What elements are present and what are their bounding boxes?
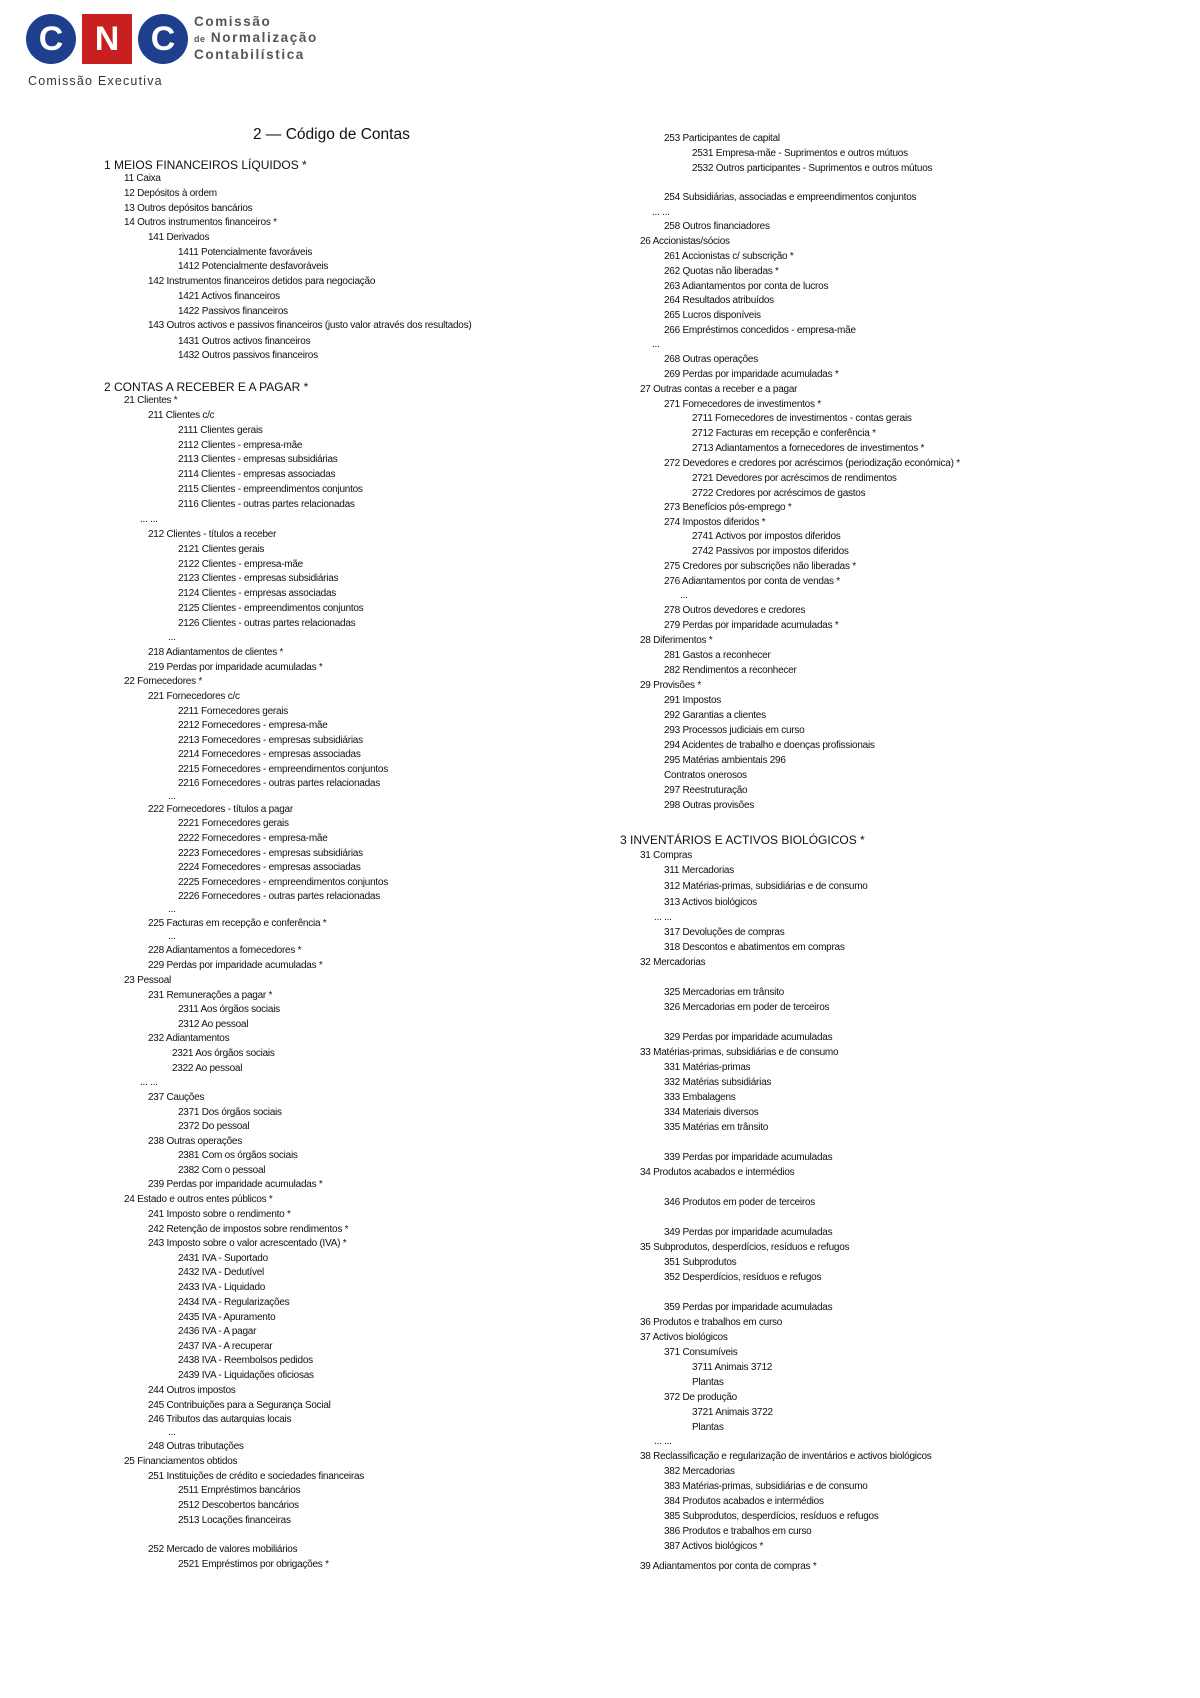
- account-line: 1411 Potencialmente favoráveis: [178, 247, 313, 258]
- account-line: 2437 IVA - A recuperar: [178, 1341, 273, 1352]
- account-line: 31 Compras: [640, 850, 692, 861]
- account-line: 2372 Do pessoal: [178, 1121, 250, 1132]
- account-line: 237 Cauções: [148, 1092, 205, 1103]
- account-line: 2322 Ao pessoal: [172, 1063, 243, 1074]
- account-line: 359 Perdas por imparidade acumuladas: [664, 1302, 833, 1313]
- org-line1: Comissão: [194, 14, 272, 29]
- account-line: 2113 Clientes - empresas subsidiárias: [178, 454, 338, 465]
- account-line: 2223 Fornecedores - empresas subsidiárias: [178, 848, 363, 859]
- account-line: 2431 IVA - Suportado: [178, 1253, 268, 1264]
- account-line: 238 Outras operações: [148, 1136, 242, 1147]
- account-line: 386 Produtos e trabalhos em curso: [664, 1526, 812, 1537]
- account-line: ...: [168, 931, 176, 942]
- account-line: 271 Fornecedores de investimentos *: [664, 399, 821, 410]
- account-line: 2226 Fornecedores - outras partes relacionadas: [178, 891, 380, 902]
- account-line: 252 Mercado de valores mobiliários: [148, 1544, 298, 1555]
- account-line: 11 Caixa: [124, 173, 161, 184]
- account-line: 383 Matérias-primas, subsidiárias e de consumo: [664, 1481, 868, 1492]
- account-line: 318 Descontos e abatimentos em compras: [664, 942, 845, 953]
- account-line: 382 Mercadorias: [664, 1466, 735, 1477]
- org-line3: Contabilística: [194, 47, 305, 62]
- account-line: 39 Adiantamentos por conta de compras *: [640, 1561, 817, 1572]
- account-line: 263 Adiantamentos por conta de lucros: [664, 281, 829, 292]
- account-line: 2713 Adiantamentos a fornecedores de investimentos *: [692, 443, 925, 454]
- account-line: 222 Fornecedores - títulos a pagar: [148, 804, 293, 815]
- section-heading: 1 MEIOS FINANCEIROS LÍQUIDOS *: [104, 158, 307, 172]
- account-line: 229 Perdas por imparidade acumuladas *: [148, 960, 323, 971]
- account-line: 2122 Clientes - empresa-mãe: [178, 559, 303, 570]
- org-name: [194, 14, 318, 63]
- account-line: 2214 Fornecedores - empresas associadas: [178, 749, 361, 760]
- account-line: 298 Outras provisões: [664, 800, 755, 811]
- account-line: 225 Facturas em recepção e conferência *: [148, 918, 327, 929]
- account-line: ... ...: [140, 514, 158, 525]
- org-line2: [194, 30, 318, 47]
- account-line: 2742 Passivos por impostos diferidos: [692, 546, 849, 557]
- account-line: 279 Perdas por imparidade acumuladas *: [664, 620, 839, 631]
- account-line: 239 Perdas por imparidade acumuladas *: [148, 1179, 323, 1190]
- account-line: 38 Reclassificação e regularização de inventários e activos biológicos: [640, 1451, 932, 1462]
- account-line: 25 Financiamentos obtidos: [124, 1456, 238, 1467]
- account-line: 2439 IVA - Liquidações oficiosas: [178, 1370, 314, 1381]
- account-line: 21 Clientes *: [124, 395, 178, 406]
- account-line: 313 Activos biológicos: [664, 897, 757, 908]
- account-line: 221 Fornecedores c/c: [148, 691, 240, 702]
- account-line: 32 Mercadorias: [640, 957, 706, 968]
- account-line: 329 Perdas por imparidade acumuladas: [664, 1032, 833, 1043]
- account-line: 266 Empréstimos concedidos - empresa-mãe: [664, 325, 856, 336]
- account-line: 272 Devedores e credores por acréscimos (periodização económica) *: [664, 458, 960, 469]
- account-line: 2712 Facturas em recepção e conferência *: [692, 428, 876, 439]
- account-line: 2111 Clientes gerais: [178, 425, 263, 436]
- account-line: 385 Subprodutos, desperdícios, resíduos e refugos: [664, 1511, 879, 1522]
- account-line: ... ...: [654, 912, 672, 923]
- account-line: 2121 Clientes gerais: [178, 544, 265, 555]
- account-line: 3721 Animais 3722: [692, 1407, 773, 1418]
- account-line: 28 Diferimentos *: [640, 635, 713, 646]
- account-line: 297 Reestruturação: [664, 785, 748, 796]
- account-line: 264 Resultados atribuídos: [664, 295, 774, 306]
- account-line: ...: [168, 904, 176, 915]
- account-line: 2513 Locações financeiras: [178, 1515, 291, 1526]
- account-line: 274 Impostos diferidos *: [664, 517, 766, 528]
- account-line: 331 Matérias-primas: [664, 1062, 751, 1073]
- account-line: 3711 Animais 3712: [692, 1362, 773, 1373]
- account-line: 261 Accionistas c/ subscrição *: [664, 251, 794, 262]
- account-line: 2311 Aos órgãos sociais: [178, 1004, 280, 1015]
- account-line: 1431 Outros activos financeiros: [178, 336, 311, 347]
- account-line: 372 De produção: [664, 1392, 737, 1403]
- org-line2-prefix: de: [194, 34, 206, 44]
- account-line: 24 Estado e outros entes públicos *: [124, 1194, 273, 1205]
- account-line: 2511 Empréstimos bancários: [178, 1485, 301, 1496]
- account-line: 294 Acidentes de trabalho e doenças profissionais: [664, 740, 875, 751]
- account-line: ...: [168, 632, 176, 643]
- account-line: 2215 Fornecedores - empreendimentos conjuntos: [178, 764, 388, 775]
- account-line: 258 Outros financiadores: [664, 221, 770, 232]
- account-line: 2221 Fornecedores gerais: [178, 818, 289, 829]
- account-line: 281 Gastos a reconhecer: [664, 650, 771, 661]
- account-line: 1422 Passivos financeiros: [178, 306, 288, 317]
- org-subtitle: Comissão Executiva: [28, 74, 163, 88]
- account-line: 254 Subsidiárias, associadas e empreendimentos conjuntos: [664, 192, 917, 203]
- account-line: 141 Derivados: [148, 232, 210, 243]
- account-line: 352 Desperdícios, resíduos e refugos: [664, 1272, 822, 1283]
- account-line: 2114 Clientes - empresas associadas: [178, 469, 336, 480]
- account-line: Plantas: [692, 1422, 724, 1433]
- account-line: 2224 Fornecedores - empresas associadas: [178, 862, 361, 873]
- account-line: 2721 Devedores por acréscimos de rendimentos: [692, 473, 897, 484]
- account-line: 325 Mercadorias em trânsito: [664, 987, 784, 998]
- account-line: 2225 Fornecedores - empreendimentos conjuntos: [178, 877, 388, 888]
- account-line: 2382 Com o pessoal: [178, 1165, 266, 1176]
- account-line: 2212 Fornecedores - empresa-mãe: [178, 720, 328, 731]
- account-line: 2211 Fornecedores gerais: [178, 706, 288, 717]
- account-line: 2124 Clientes - empresas associadas: [178, 588, 337, 599]
- account-line: 293 Processos judiciais em curso: [664, 725, 805, 736]
- account-line: 33 Matérias-primas, subsidiárias e de consumo: [640, 1047, 839, 1058]
- account-line: 2321 Aos órgãos sociais: [172, 1048, 275, 1059]
- account-line: 218 Adiantamentos de clientes *: [148, 647, 284, 658]
- account-line: 333 Embalagens: [664, 1092, 736, 1103]
- account-line: 1432 Outros passivos financeiros: [178, 350, 318, 361]
- account-line: 231 Remunerações a pagar *: [148, 990, 273, 1001]
- account-line: 246 Tributos das autarquias locais: [148, 1414, 292, 1425]
- account-line: 1412 Potencialmente desfavoráveis: [178, 261, 329, 272]
- account-line: 228 Adiantamentos a fornecedores *: [148, 945, 302, 956]
- account-line: 14 Outros instrumentos financeiros *: [124, 217, 277, 228]
- account-line: 2438 IVA - Reembolsos pedidos: [178, 1355, 313, 1366]
- account-line: ...: [168, 1427, 176, 1438]
- account-line: 326 Mercadorias em poder de terceiros: [664, 1002, 830, 1013]
- account-line: 339 Perdas por imparidade acumuladas: [664, 1152, 833, 1163]
- account-line: 2521 Empréstimos por obrigações *: [178, 1559, 329, 1570]
- account-line: 232 Adiantamentos: [148, 1033, 230, 1044]
- account-line: 2433 IVA - Liquidado: [178, 1282, 266, 1293]
- account-line: 248 Outras tributações: [148, 1441, 244, 1452]
- account-line: 334 Materiais diversos: [664, 1107, 759, 1118]
- logo-letter-c1: C: [26, 14, 76, 64]
- account-line: 276 Adiantamentos por conta de vendas *: [664, 576, 840, 587]
- account-line: 2436 IVA - A pagar: [178, 1326, 257, 1337]
- account-line: 282 Rendimentos a reconhecer: [664, 665, 797, 676]
- account-line: 265 Lucros disponíveis: [664, 310, 761, 321]
- account-line: 2116 Clientes - outras partes relacionadas: [178, 499, 355, 510]
- account-line: 273 Benefícios pós-emprego *: [664, 502, 792, 513]
- account-line: 143 Outros activos e passivos financeiros (justo valor através dos resultados): [148, 320, 472, 331]
- account-line: 2213 Fornecedores - empresas subsidiárias: [178, 735, 363, 746]
- account-line: 346 Produtos em poder de terceiros: [664, 1197, 816, 1208]
- org-line2-text: Normalização: [210, 30, 318, 45]
- account-line: 2435 IVA - Apuramento: [178, 1312, 276, 1323]
- account-line: 2312 Ao pessoal: [178, 1019, 249, 1030]
- account-line: ...: [168, 791, 176, 802]
- account-line: 2126 Clientes - outras partes relacionadas: [178, 618, 356, 629]
- cnc-logo: [26, 12, 356, 92]
- account-line: Plantas: [692, 1377, 724, 1388]
- account-line: 2531 Empresa-mãe - Suprimentos e outros mútuos: [692, 148, 908, 159]
- account-line: ... ...: [654, 1436, 672, 1447]
- account-line: 37 Activos biológicos: [640, 1332, 728, 1343]
- account-line: 2125 Clientes - empreendimentos conjuntos: [178, 603, 364, 614]
- account-line: 253 Participantes de capital: [664, 133, 780, 144]
- account-line: 262 Quotas não liberadas *: [664, 266, 779, 277]
- page-title: 2 — Código de Contas: [253, 126, 410, 143]
- account-line: 2371 Dos órgãos sociais: [178, 1107, 282, 1118]
- logo-letter-c2: C: [138, 14, 188, 64]
- account-line: 2216 Fornecedores - outras partes relacionadas: [178, 778, 380, 789]
- account-line: 295 Matérias ambientais 296: [664, 755, 786, 766]
- account-line: 291 Impostos: [664, 695, 722, 706]
- account-line: 2381 Com os órgãos sociais: [178, 1150, 298, 1161]
- logo-letter-n: N: [82, 14, 132, 64]
- account-line: ...: [680, 590, 688, 601]
- account-line: 219 Perdas por imparidade acumuladas *: [148, 662, 323, 673]
- account-line: 351 Subprodutos: [664, 1257, 737, 1268]
- account-line: 26 Accionistas/sócios: [640, 236, 730, 247]
- account-line: 349 Perdas por imparidade acumuladas: [664, 1227, 833, 1238]
- account-line: 241 Imposto sobre o rendimento *: [148, 1209, 291, 1220]
- account-line: ... ...: [140, 1077, 158, 1088]
- account-line: 243 Imposto sobre o valor acrescentado (IVA) *: [148, 1238, 347, 1249]
- account-line: 269 Perdas por imparidade acumuladas *: [664, 369, 839, 380]
- account-line: 211 Clientes c/c: [148, 410, 215, 421]
- account-line: 387 Activos biológicos *: [664, 1541, 764, 1552]
- account-line: 292 Garantias a clientes: [664, 710, 766, 721]
- account-line: 242 Retenção de impostos sobre rendimentos *: [148, 1224, 349, 1235]
- account-line: Contratos onerosos: [664, 770, 747, 781]
- account-line: 2115 Clientes - empreendimentos conjuntos: [178, 484, 363, 495]
- account-line: 12 Depósitos à ordem: [124, 188, 217, 199]
- account-line: 35 Subprodutos, desperdícios, resíduos e refugos: [640, 1242, 850, 1253]
- account-line: 29 Provisões *: [640, 680, 701, 691]
- account-line: 251 Instituições de crédito e sociedades financeiras: [148, 1471, 365, 1482]
- section-heading: 3 INVENTÁRIOS E ACTIVOS BIOLÓGICOS *: [620, 833, 865, 847]
- account-line: 142 Instrumentos financeiros detidos para negociação: [148, 276, 376, 287]
- account-line: 2222 Fornecedores - empresa-mãe: [178, 833, 328, 844]
- account-line: 332 Matérias subsidiárias: [664, 1077, 772, 1088]
- account-line: 2512 Descobertos bancários: [178, 1500, 299, 1511]
- account-line: 27 Outras contas a receber e a pagar: [640, 384, 798, 395]
- account-line: 278 Outros devedores e credores: [664, 605, 806, 616]
- account-line: ...: [652, 339, 660, 350]
- account-line: 384 Produtos acabados e intermédios: [664, 1496, 824, 1507]
- account-line: 2123 Clientes - empresas subsidiárias: [178, 573, 339, 584]
- account-line: 371 Consumíveis: [664, 1347, 738, 1358]
- section-heading: 2 CONTAS A RECEBER E A PAGAR *: [104, 380, 309, 394]
- account-line: 212 Clientes - títulos a receber: [148, 529, 277, 540]
- account-line: 2434 IVA - Regularizações: [178, 1297, 290, 1308]
- account-line: 2722 Credores por acréscimos de gastos: [692, 488, 866, 499]
- account-line: 2532 Outros participantes - Suprimentos e outros mútuos: [692, 163, 933, 174]
- account-line: 2741 Activos por impostos diferidos: [692, 531, 841, 542]
- account-line: 317 Devoluções de compras: [664, 927, 785, 938]
- account-line: 34 Produtos acabados e intermédios: [640, 1167, 795, 1178]
- account-line: 244 Outros impostos: [148, 1385, 236, 1396]
- account-line: 268 Outras operações: [664, 354, 758, 365]
- account-line: 13 Outros depósitos bancários: [124, 203, 253, 214]
- account-line: 335 Matérias em trânsito: [664, 1122, 769, 1133]
- account-line: 2112 Clientes - empresa-mãe: [178, 440, 303, 451]
- account-line: 312 Matérias-primas, subsidiárias e de consumo: [664, 881, 868, 892]
- account-line: 1421 Activos financeiros: [178, 291, 280, 302]
- account-line: 36 Produtos e trabalhos em curso: [640, 1317, 783, 1328]
- account-line: 245 Contribuições para a Segurança Social: [148, 1400, 331, 1411]
- account-line: 2711 Fornecedores de investimentos - contas gerais: [692, 413, 912, 424]
- account-line: 22 Fornecedores *: [124, 676, 203, 687]
- account-line: 275 Credores por subscrições não liberadas *: [664, 561, 856, 572]
- account-line: 2432 IVA - Dedutível: [178, 1267, 264, 1278]
- account-line: ... ...: [652, 207, 670, 218]
- account-line: 311 Mercadorias: [664, 865, 734, 876]
- account-line: 23 Pessoal: [124, 975, 171, 986]
